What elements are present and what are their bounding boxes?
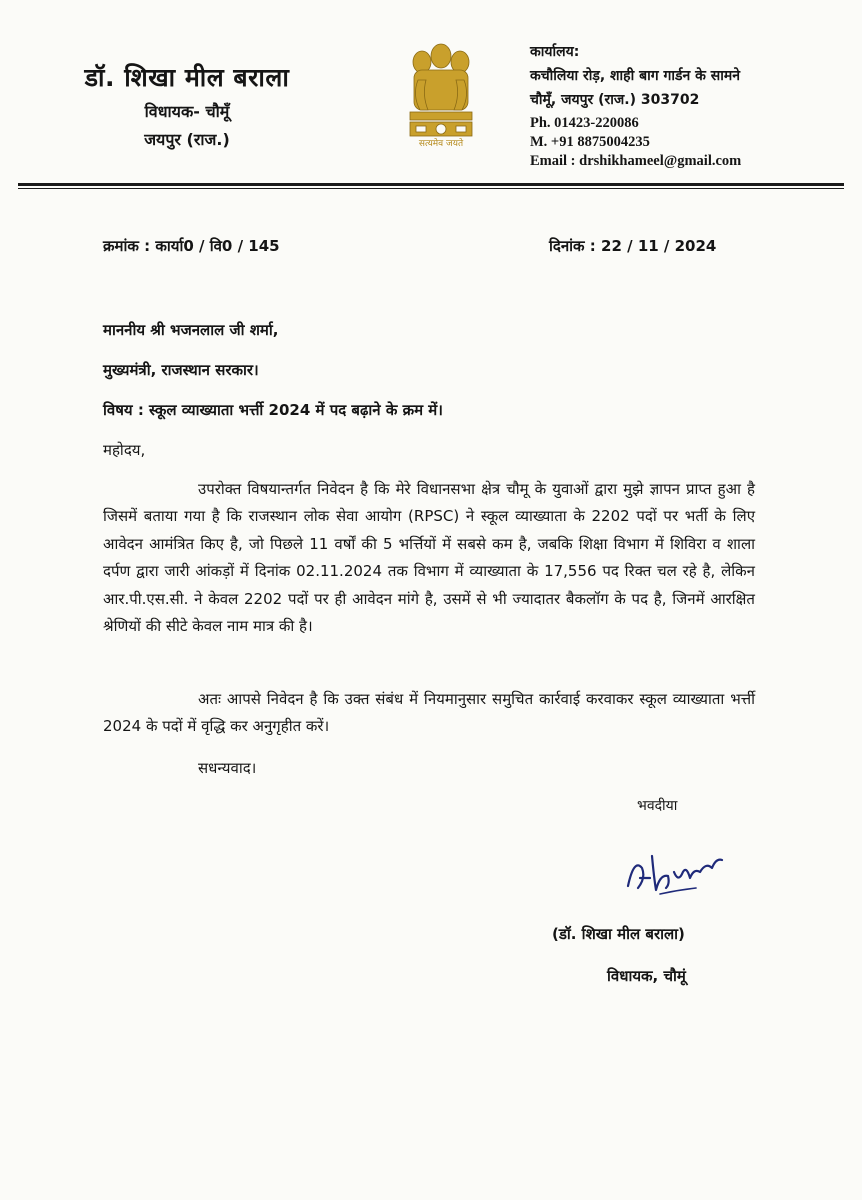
letterhead-location: जयपुर (राज.) — [144, 130, 230, 149]
reference-number: क्रमांक : कार्या0 / वि0 / 145 — [103, 237, 280, 255]
complimentary-close: भवदीया — [637, 798, 678, 814]
office-label: कार्यालय: — [530, 44, 580, 60]
salutation: महोदय, — [103, 441, 146, 459]
body-paragraph-1: उपरोक्त विषयान्तर्गत निवेदन है कि मेरे विधानसभा क्षेत्र चौमू के युवाओं द्वारा मुझे ज्ञापन प्राप्त हुआ है जिसमें बताया गया है कि राजस्थान लोक सेवा आयोग (RPSC) ने स्कूल व्याख्याता के 2202 पदों पर भर्ती के लिए आवेदन आमंत्रित किए है, जो पिछले 11 वर्षों की 5 भर्त्तियों में सबसे कम है, जबकि शिक्षा विभाग में शिविरा व शाला दर्पण द्वारा जारी आंकड़ों में दिनांक 02.11.2024 तक विभाग में व्याख्याता के 17,556 पद रिक्त चल रहे है, लेकिन आर.पी.एस.सी. ने केवल 2202 पदों पर ही आवेदन मांगे है, उसमें से भी ज्यादातर बैकलॉग के पद है, जिनमें आरक्षित श्रेणियों की सीटे केवल नाम मात्र की है। — [103, 480, 755, 636]
address-line-2: चौमूँ, जयपुर (राज.) 303702 — [530, 92, 700, 108]
header-divider — [18, 183, 844, 186]
recipient-title: मुख्यमंत्री, राजस्थान सरकार। — [103, 361, 259, 379]
emblem-motto: सत्यमेव जयते — [418, 139, 464, 149]
letter-date: दिनांक : 22 / 11 / 2024 — [549, 237, 717, 255]
address-line-1: कचौलिया रोड़, शाही बाग गार्डन के सामने — [530, 68, 740, 84]
signatory-role: विधायक, चौमूं — [607, 967, 686, 985]
thanks-line: सधन्यवाद। — [198, 759, 257, 777]
letterhead-role: विधायक- चौमूँ — [144, 102, 230, 121]
letter-subject: विषय : स्कूल व्याख्याता भर्त्ती 2024 में पद बढ़ाने के क्रम में। — [103, 401, 443, 419]
recipient-name: माननीय श्री भजनलाल जी शर्मा, — [103, 321, 279, 339]
mobile-number: M. +91 8875004235 — [530, 134, 650, 150]
header-divider-thin — [18, 188, 844, 189]
phone-number: Ph. 01423-220086 — [530, 115, 639, 131]
email-address: Email : drshikhameel@gmail.com — [530, 153, 742, 169]
handwritten-signature — [620, 838, 730, 900]
signatory-name: (डॉ. शिखा मील बराला) — [552, 925, 685, 943]
letterhead-name: डॉ. शिखा मील बराला — [84, 63, 290, 92]
body-paragraph-2: अतः आपसे निवेदन है कि उक्त संबंध में नियमानुसार समुचित कार्रवाई करवाकर स्कूल व्याख्याता भर्त्ती 2024 के पदों में वृद्धि कर अनुगृहीत करें। — [103, 690, 755, 736]
